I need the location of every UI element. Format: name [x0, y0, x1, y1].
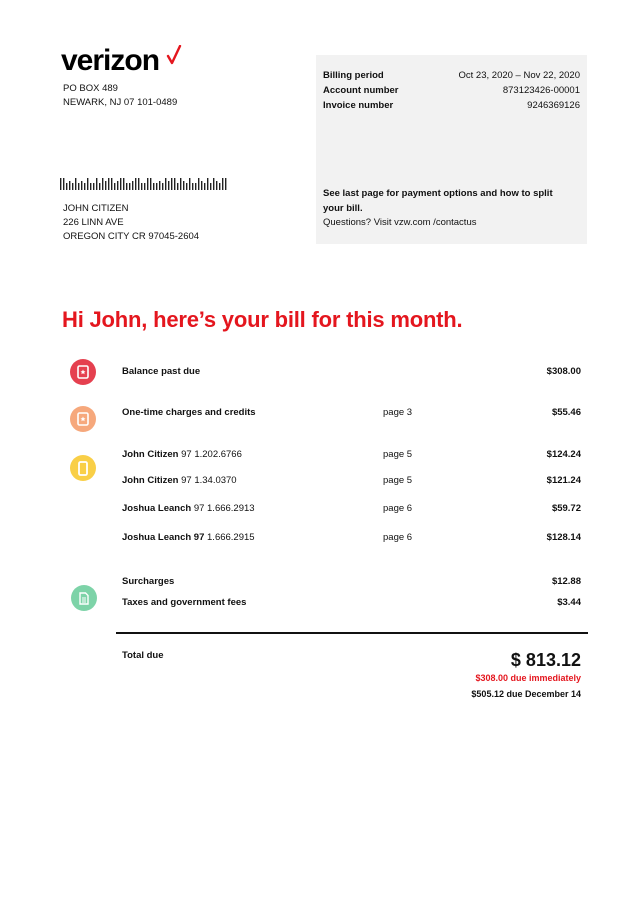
due-later: $505.12 due December 14 [471, 689, 581, 699]
billing-period-value: Oct 23, 2020 – Nov 22, 2020 [458, 70, 580, 81]
line-2-amount: $121.24 [546, 475, 581, 486]
line-1-page[interactable]: page 5 [383, 449, 413, 460]
total-divider [116, 632, 588, 634]
one-time-charges-amount: $55.46 [551, 407, 581, 418]
line-1-amount: $124.24 [546, 449, 581, 460]
line-1-number: 97 1.202.6766 [181, 449, 242, 460]
customer-name: JOHN CITIZEN [63, 203, 129, 214]
account-info-box [316, 55, 587, 244]
payment-options-note: See last page for payment options and how to split your bill. [323, 188, 553, 214]
customer-city: OREGON CITY CR 97045-2604 [63, 231, 200, 242]
invoice-number-label: Invoice number [323, 100, 394, 111]
total-due-amount: $ 813.12 [510, 650, 581, 670]
line-item-3 [122, 503, 255, 515]
taxes-amount: $3.44 [557, 597, 581, 608]
invoice-number-row [323, 99, 580, 113]
line-2-page[interactable]: page 5 [383, 475, 413, 486]
one-time-charges-label: One-time charges and credits [122, 407, 256, 418]
line-1-name: John Citizen [122, 449, 179, 460]
line-item-4 [122, 532, 255, 544]
payment-note [323, 187, 563, 231]
checkmark-logo-icon [166, 45, 182, 65]
bill-greeting: Hi John, here’s your bill for this month. [62, 307, 463, 332]
total-due-label: Total due [122, 650, 164, 661]
surcharges-label: Surcharges [122, 576, 175, 587]
due-immediately: $308.00 due immediately [475, 673, 581, 683]
line-4-page[interactable]: page 6 [383, 532, 413, 543]
balance-past-due-label: Balance past due [122, 366, 201, 377]
billing-period-row [323, 69, 580, 83]
verizon-logo [61, 44, 159, 78]
line-3-name: Joshua Leanch [122, 503, 192, 514]
return-address-line2: NEWARK, NJ 07 101-0489 [63, 97, 178, 108]
one-time-charges-page[interactable]: page 3 [383, 407, 413, 418]
line-3-number: 97 1.666.2913 [193, 503, 255, 514]
surcharges-amount: $12.88 [551, 576, 581, 587]
bill-icon [70, 406, 96, 432]
balance-past-due-amount: $308.00 [546, 366, 581, 377]
line-4-name: Joshua Leanch 97 [122, 532, 205, 543]
account-number-row [323, 84, 580, 98]
billing-period-label: Billing period [323, 70, 384, 81]
logo-text: verizon [61, 44, 160, 77]
customer-street: 226 LINN AVE [63, 217, 124, 228]
account-number-label: Account number [323, 85, 399, 96]
bill-icon [70, 359, 96, 385]
invoice-number-value: 9246369126 [527, 100, 580, 111]
return-address [63, 82, 177, 110]
line-2-number: 97 1.34.0370 [181, 475, 237, 486]
line-3-amount: $59.72 [551, 503, 581, 514]
phone-icon [70, 455, 96, 481]
return-address-line1: PO BOX 489 [63, 83, 118, 94]
line-4-number: 1.666.2915 [207, 532, 255, 543]
line-4-amount: $128.14 [546, 532, 581, 543]
document-icon [71, 585, 97, 611]
line-3-page[interactable]: page 6 [383, 503, 413, 514]
line-item-1 [122, 449, 242, 461]
contact-link[interactable]: Questions? Visit vzw.com /contactus [323, 217, 477, 228]
line-2-name: John Citizen [122, 475, 179, 486]
mailing-address [63, 202, 199, 244]
taxes-label: Taxes and government fees [122, 597, 247, 608]
postal-barcode [60, 178, 230, 190]
account-number-value: 873123426-00001 [502, 85, 580, 96]
line-item-2 [122, 475, 237, 487]
